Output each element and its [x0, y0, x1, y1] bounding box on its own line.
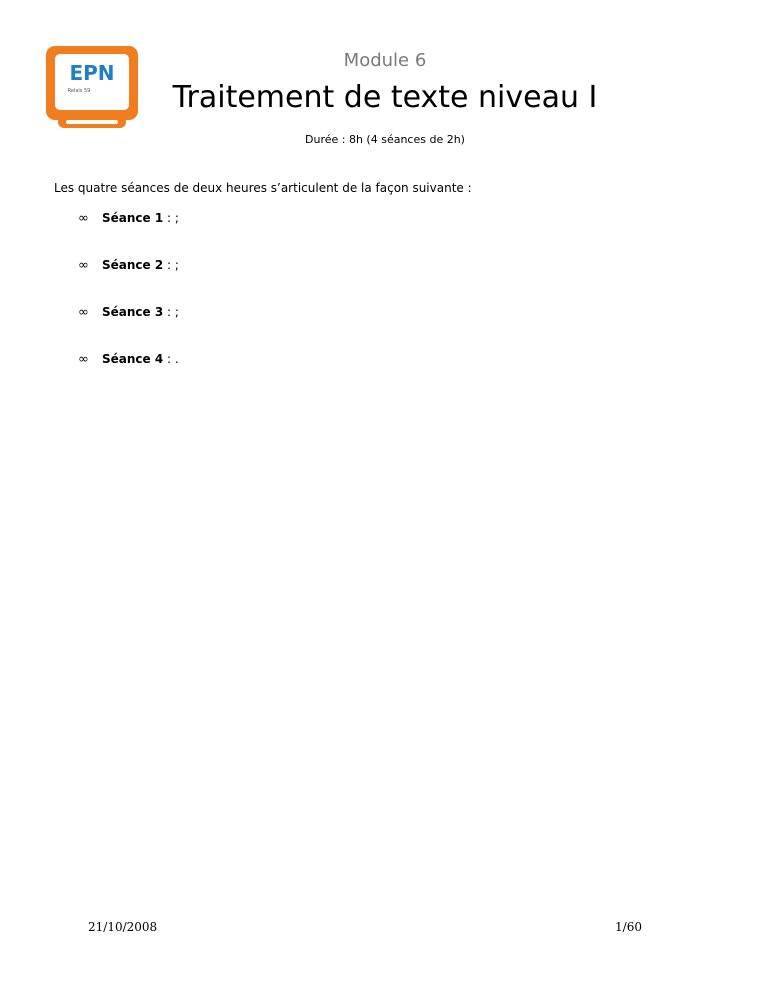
session-name: Séance 1 [102, 211, 164, 225]
list-item [78, 304, 179, 351]
session-name: Séance 2 [102, 258, 164, 272]
footer-page-number: 1/60 [615, 920, 642, 934]
list-item [78, 257, 179, 304]
duration-line: Durée : 8h (4 séances de 2h) [305, 133, 465, 146]
session-name: Séance 4 [102, 352, 164, 366]
infinity-bullet-icon: ∞ [78, 305, 89, 320]
session-suffix: : . [163, 352, 179, 366]
list-item [78, 210, 179, 257]
infinity-bullet-icon: ∞ [78, 258, 89, 273]
session-suffix: : ; [163, 305, 179, 319]
session-suffix: : ; [163, 258, 179, 272]
footer-date: 21/10/2008 [88, 920, 158, 934]
session-suffix: : ; [163, 211, 179, 225]
logo-text: EPN [69, 61, 115, 85]
session-list [78, 210, 179, 398]
intro-paragraph: Les quatre séances de deux heures s’articulent de la façon suivante : [54, 181, 472, 195]
session-name: Séance 3 [102, 305, 164, 319]
infinity-bullet-icon: ∞ [78, 211, 89, 226]
list-item [78, 351, 179, 398]
module-label: Module 6 [343, 50, 427, 71]
logo-subtext: Relais 59 [67, 88, 91, 94]
document-title: Traitement de texte niveau I [172, 80, 598, 115]
infinity-bullet-icon: ∞ [78, 352, 89, 367]
